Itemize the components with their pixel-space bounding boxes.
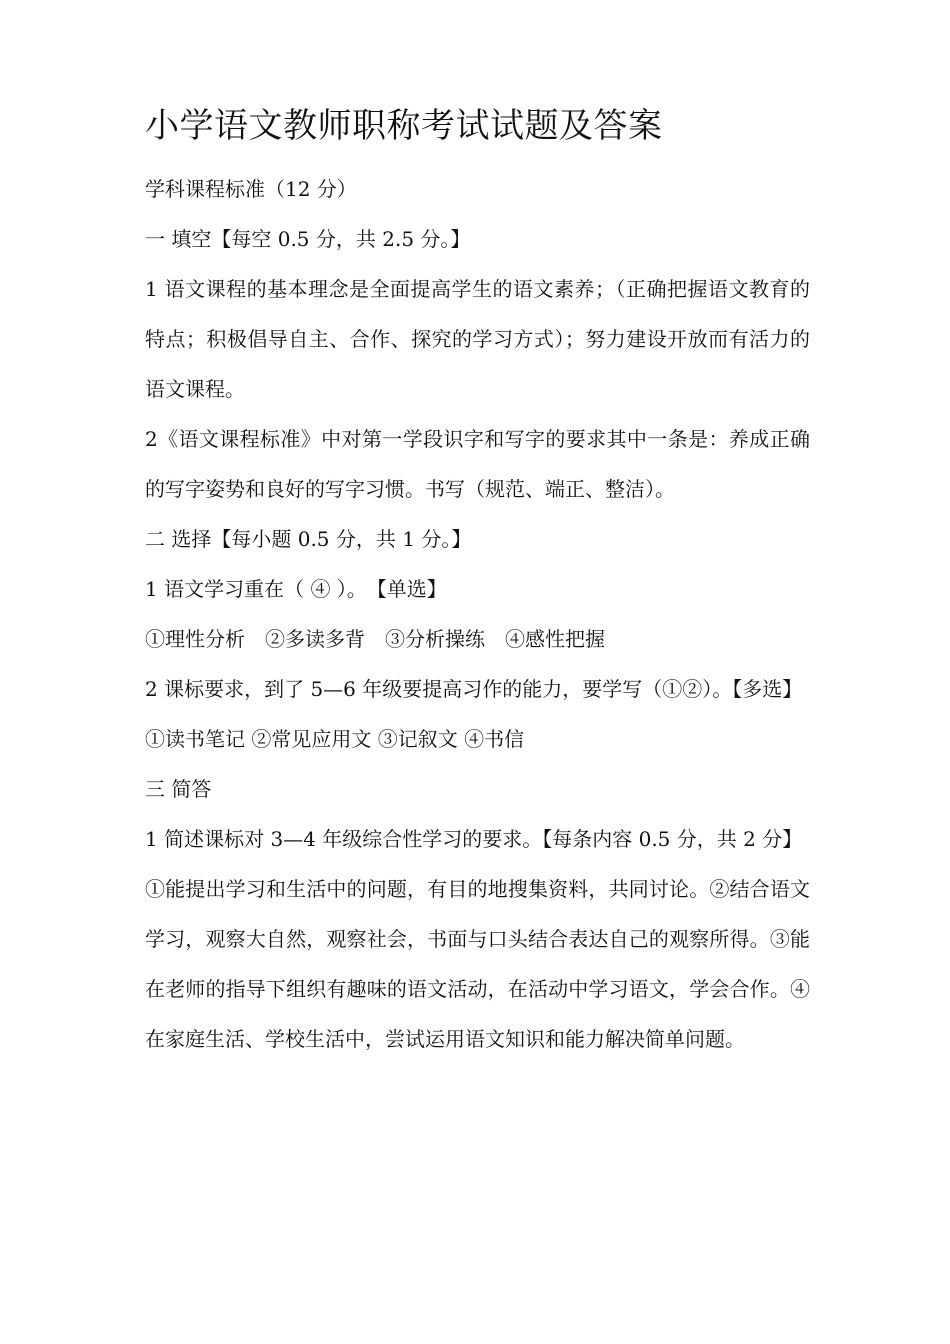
short-answer-question-1: 1 简述课标对 3—4 年级综合性学习的要求。【每条内容 0.5 分，共 2 分】: [145, 827, 803, 851]
section-heading-choice: 二 选择【每小题 0.5 分，共 1 分。】: [145, 527, 472, 551]
choice-options-2: ①读书笔记 ②常见应用文 ③记叙文 ④书信: [145, 727, 525, 751]
choice-question-2: 2 课标要求，到了 5—6 年级要提高习作的能力，要学写（①②）。【多选】: [145, 677, 803, 701]
choice-question-1: 1 语文学习重在（ ④ ）。 【单选】: [145, 577, 447, 601]
fill-blank-item-1: 1 语文课程的基本理念是全面提高学生的语文素养；（正确把握语文教育的特点；积极倡导自主、合作、探究的学习方式）；努力建设开放而有活力的语文课程。: [145, 277, 810, 401]
choice-options-1: ①理性分析 ②多读多背 ③分析操练 ④感性把握: [145, 627, 605, 651]
page-title: 小学语文教师职称考试试题及答案: [145, 106, 663, 146]
document-page: [145, 100, 810, 1064]
short-answer-answer-1: ①能提出学习和生活中的问题，有目的地搜集资料，共同讨论。②结合语文学习，观察大自然，观察社会，书面与口头结合表达自己的观察所得。③能在老师的指导下组织有趣味的语文活动，在活动中学习语文，学会合作。④在家庭生活、学校生活中，尝试运用语文知识和能力解决简单问题。: [145, 877, 810, 1051]
section-heading-short-answer: 三 简答: [145, 777, 212, 801]
fill-blank-item-2: 2《语文课程标准》中对第一学段识字和写字的要求其中一条是：养成正确的写字姿势和良好的写字习惯。书写（规范、端正、整洁）。: [145, 427, 810, 501]
section-heading-fill-blank: 一 填空【每空 0.5 分，共 2.5 分。】: [145, 227, 471, 251]
section-heading-curriculum: 学科课程标准（12 分）: [145, 177, 357, 201]
